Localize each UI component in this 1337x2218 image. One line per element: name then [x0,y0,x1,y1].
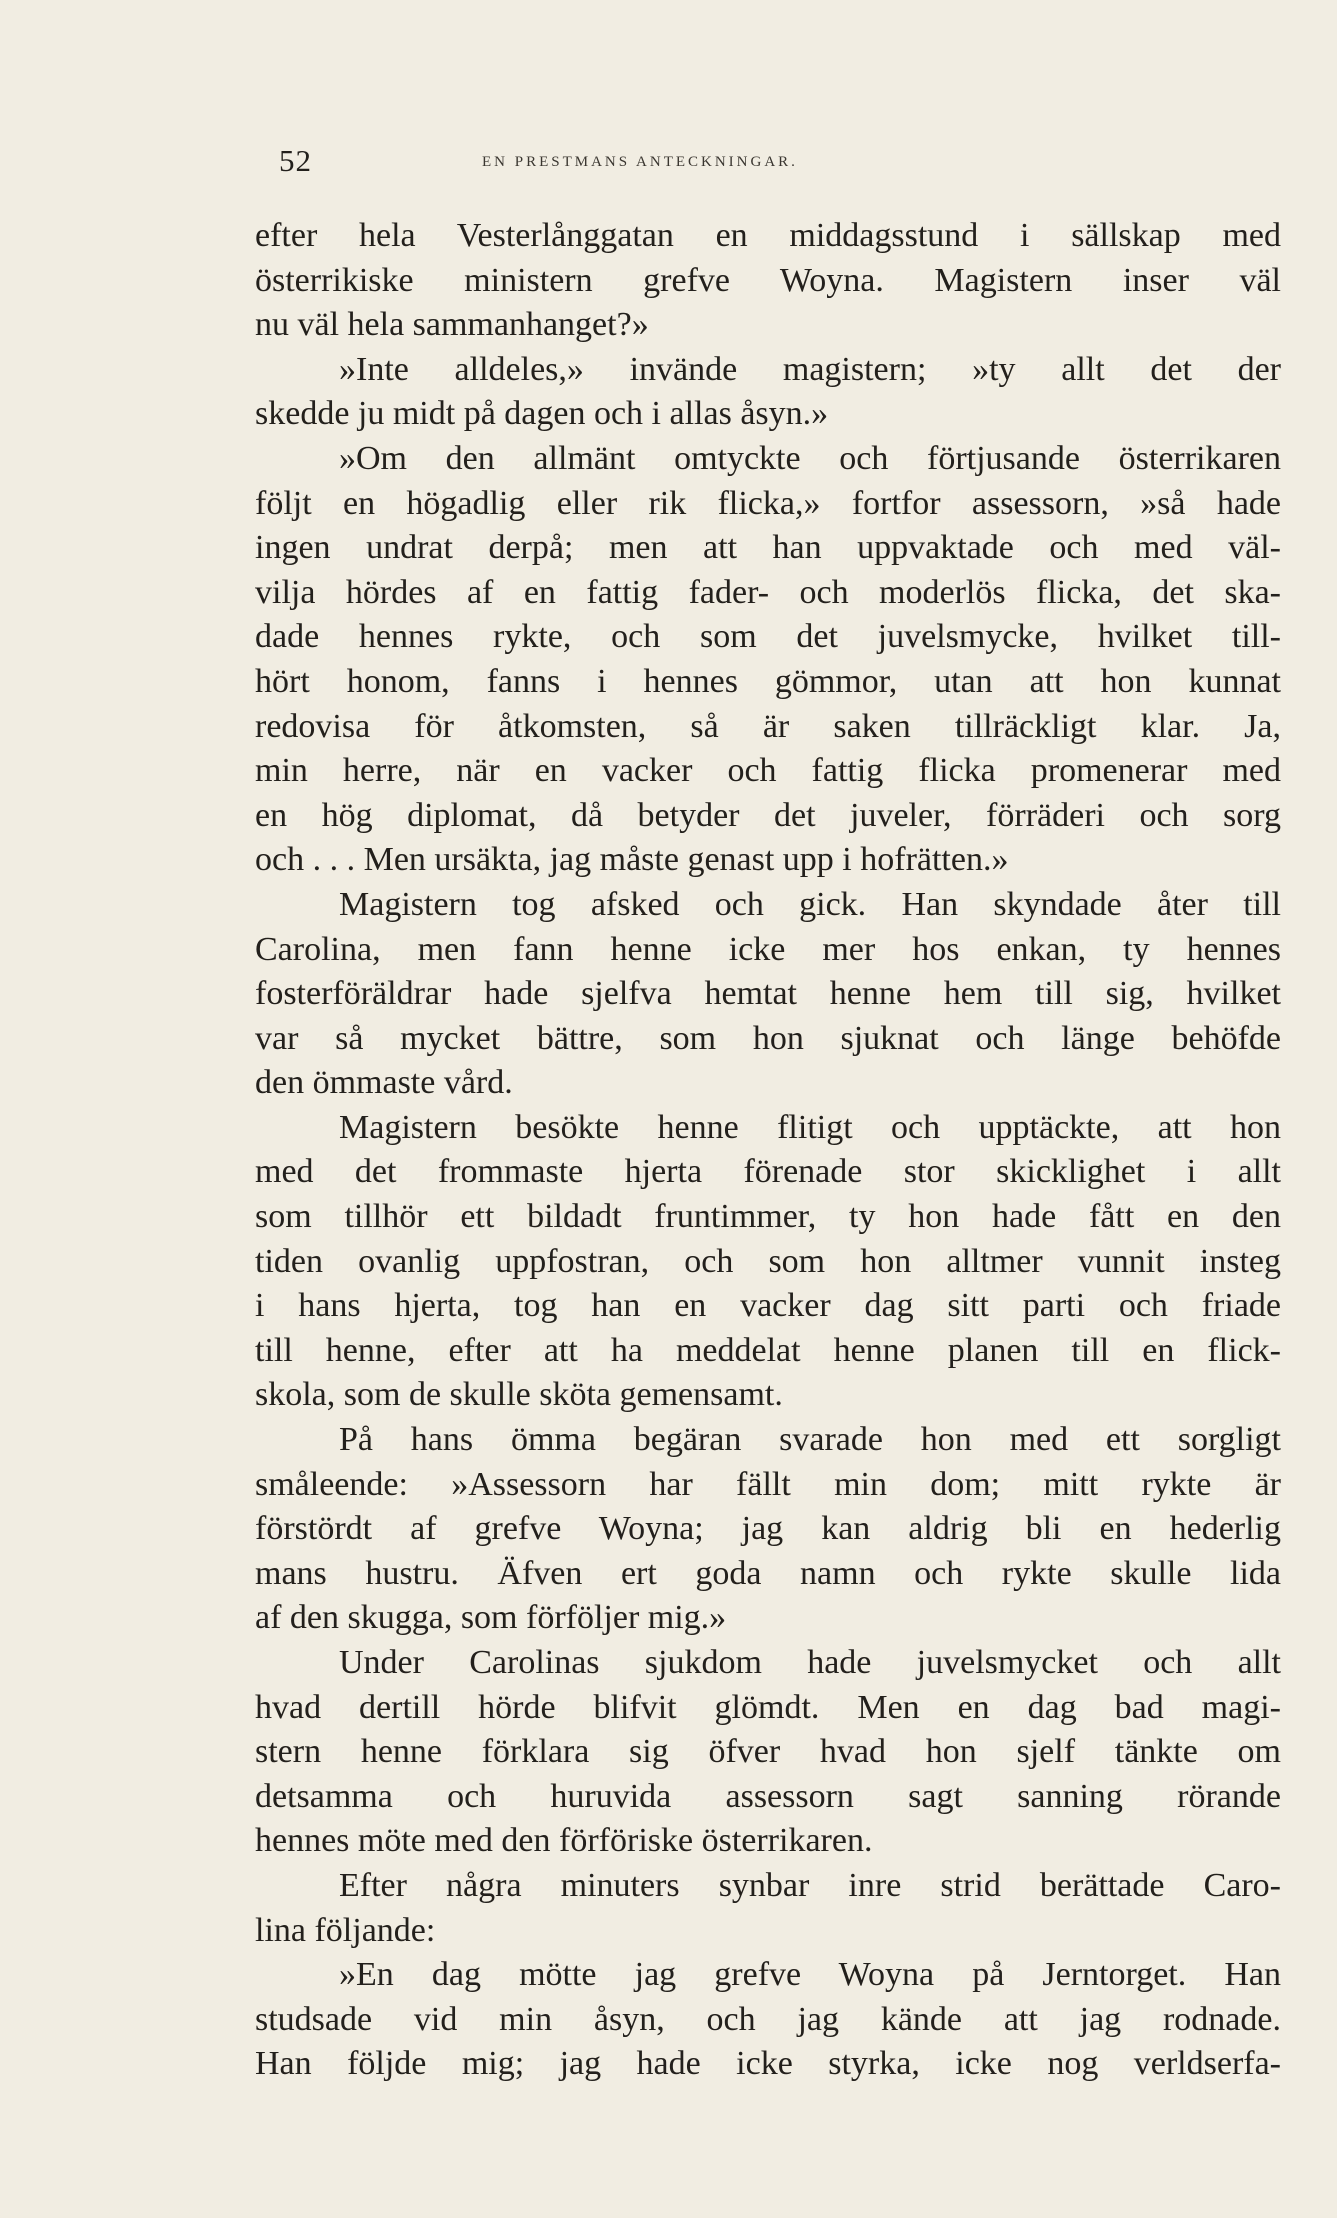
text-line: hennes möte med den förföriske österrikaren. [255,1822,873,1860]
text-line: »Om den allmänt omtyckte och förtjusande österrikaren [339,439,1281,477]
body-text [255,214,1281,2087]
text-line: min herre, när en vacker och fattig flicka promenerar med [255,752,1281,790]
text-line: redovisa för åtkomsten, så är saken tillräckligt klar. Ja, [255,707,1281,745]
text-line: hvad dertill hörde blifvit glömdt. Men en dag bad magi- [255,1688,1281,1726]
text-line: Han följde mig; jag hade icke styrka, icke nog verldserfa- [255,2045,1281,2083]
text-line: nu väl hela sammanhanget?» [255,306,649,344]
text-line: förstördt af grefve Woyna; jag kan aldrig bli en hederlig [255,1510,1281,1548]
page-header [0,143,1337,183]
text-line: På hans ömma begäran svarade hon med ett sorgligt [339,1421,1281,1459]
text-line: till henne, efter att ha meddelat henne planen till en flick- [255,1331,1281,1369]
text-line: Magistern tog afsked och gick. Han skyndade åter till [339,885,1281,923]
text-line: »Inte alldeles,» invände magistern; »ty allt det der [339,350,1281,388]
page-number: 52 [279,143,312,178]
text-line: med det frommaste hjerta förenade stor skicklighet i allt [255,1153,1281,1191]
text-line: »En dag mötte jag grefve Woyna på Jerntorget. Han [339,1956,1281,1994]
text-line: dade hennes rykte, och som det juvelsmycke, hvilket till- [255,618,1281,656]
text-line: efter hela Vesterlånggatan en middagsstund i sällskap med [255,217,1281,254]
text-line: småleende: »Assessorn har fällt min dom; mitt rykte är [255,1465,1281,1503]
text-line: som tillhör ett bildadt fruntimmer, ty hon hade fått en den [255,1198,1281,1236]
text-line: Carolina, men fann henne icke mer hos enkan, ty hennes [255,930,1281,968]
text-line: hört honom, fanns i hennes gömmor, utan att hon kunnat [255,662,1281,700]
text-line: den ömmaste vård. [255,1064,513,1102]
text-line: lina följande: [255,1911,436,1949]
text-line: Under Carolinas sjukdom hade juvelsmycket och allt [339,1644,1281,1681]
text-line: och . . . Men ursäkta, jag måste genast upp i hofrätten.» [255,841,1009,879]
text-line: följt en högadlig eller rik flicka,» fortfor assessorn, »så hade [255,484,1281,522]
text-line: var så mycket bättre, som hon sjuknat och länge behöfde [255,1019,1281,1057]
text-line: skola, som de skulle sköta gemensamt. [255,1376,783,1414]
text-line: i hans hjerta, tog han en vacker dag sitt parti och friade [255,1287,1281,1325]
text-line: vilja hördes af en fattig fader- och moderlös flicka, det ska- [255,573,1281,611]
text-line: en hög diplomat, då betyder det juveler, förräderi och sorg [255,796,1281,834]
text-line: skedde ju midt på dagen och i allas åsyn.» [255,395,829,433]
text-line: detsamma och huruvida assessorn sagt sanning rörande [255,1777,1281,1815]
text-line: tiden ovanlig uppfostran, och som hon alltmer vunnit insteg [255,1242,1281,1280]
running-head: EN PRESTMANS ANTECKNINGAR. [482,154,798,170]
text-line: studsade vid min åsyn, och jag kände att jag rodnade. [255,2000,1281,2038]
text-line: af den skugga, som förföljer mig.» [255,1599,727,1637]
text-line: ingen undrat derpå; men att han uppvaktade och med väl- [255,529,1281,567]
text-line: Magistern besökte henne flitigt och upptäckte, att hon [339,1108,1281,1146]
text-line: Efter några minuters synbar inre strid berättade Caro- [339,1866,1281,1904]
text-line: fosterföräldrar hade sjelfva hemtat henne hem till sig, hvilket [255,975,1281,1013]
text-line: österrikiske ministern grefve Woyna. Magistern inser väl [255,261,1281,299]
text-line: mans hustru. Äfven ert goda namn och rykte skulle lida [255,1554,1281,1592]
text-line: stern henne förklara sig öfver hvad hon sjelf tänkte om [255,1733,1281,1771]
